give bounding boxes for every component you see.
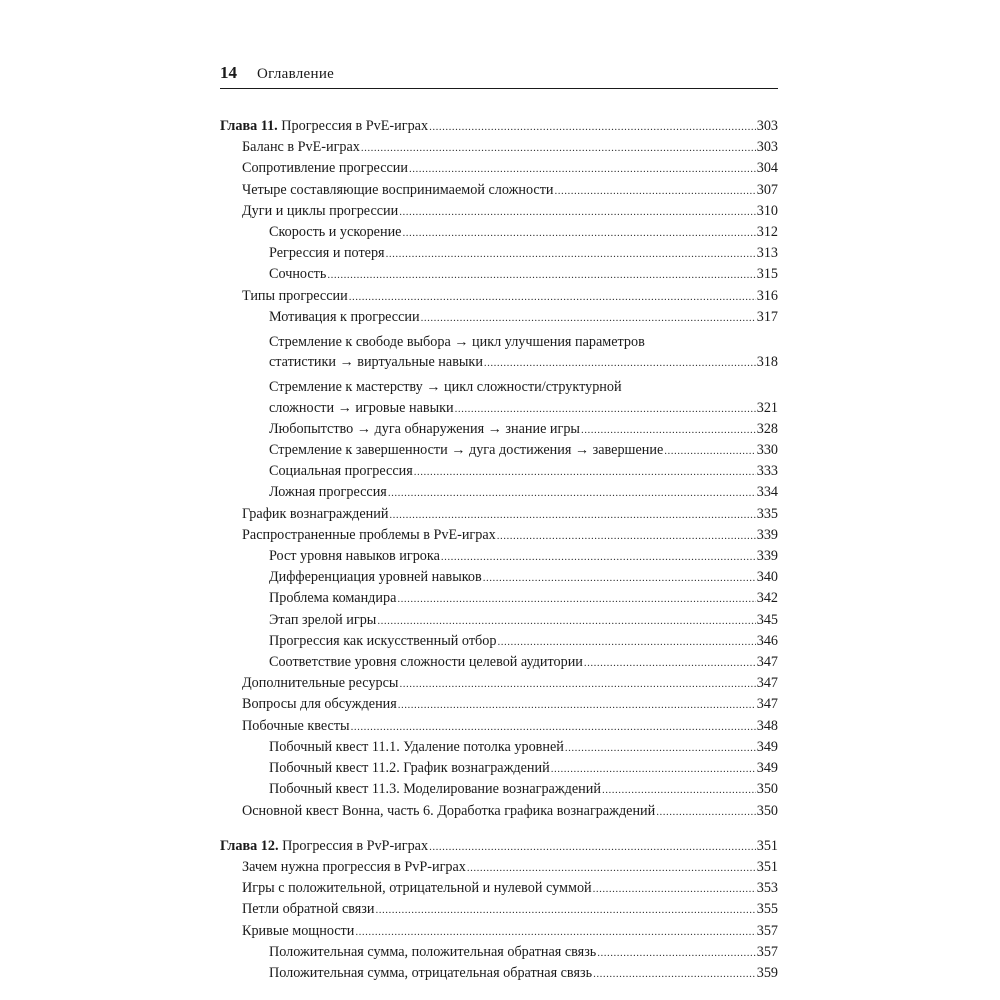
- toc-page-number: 315: [756, 266, 778, 283]
- toc-entry[interactable]: [220, 504, 778, 525]
- toc-page-number: 318: [756, 354, 778, 371]
- toc-entry-title: Этап зрелой игры: [269, 611, 377, 628]
- toc-entry-title: Распространенные проблемы в PvE-играх: [242, 526, 496, 543]
- header-rule: [220, 88, 778, 89]
- dot-leader: [388, 483, 756, 503]
- toc-chapter-title: [220, 116, 428, 136]
- toc-entry-title: Игры с положительной, отрицательной и нулевой суммой: [242, 880, 592, 897]
- toc-entry-title: Любопытство → дуга обнаружения → знание игры: [269, 420, 580, 437]
- toc-entry[interactable]: [220, 652, 778, 673]
- toc-entry-title: Положительная сумма, положительная обратная связь: [269, 943, 597, 960]
- toc-page-number: 335: [756, 505, 778, 522]
- running-head: [220, 63, 778, 87]
- toc-entry[interactable]: [220, 857, 778, 878]
- toc-page-number: 310: [756, 202, 778, 219]
- toc-entry[interactable]: [220, 737, 778, 758]
- toc-entry-title: Рост уровня навыков игрока: [269, 548, 440, 565]
- toc-entry-title: Кривые мощности: [242, 922, 355, 939]
- book-page: [220, 0, 778, 1000]
- toc-chapter: [220, 836, 778, 984]
- toc-page-number: 316: [756, 287, 778, 304]
- toc-chapter-heading[interactable]: [220, 836, 778, 857]
- toc-entry[interactable]: [220, 419, 778, 440]
- dot-leader: [355, 922, 755, 942]
- toc-page-number: 350: [756, 781, 778, 798]
- toc-entry[interactable]: [220, 631, 778, 652]
- toc-page-number: 351: [756, 837, 778, 854]
- toc-page-number: 328: [756, 420, 778, 437]
- toc-entry[interactable]: [220, 264, 778, 285]
- toc-entry-title: Сочность: [269, 266, 327, 283]
- dot-leader: [377, 611, 755, 631]
- dot-leader: [593, 879, 756, 899]
- toc-entry[interactable]: [220, 158, 778, 179]
- dot-leader: [455, 399, 756, 419]
- dot-leader: [602, 780, 756, 800]
- toc-entry-title: Основной квест Вонна, часть 6. Доработка графика вознаграждений: [242, 802, 656, 819]
- toc-entry[interactable]: [220, 201, 778, 222]
- section-title: Оглавление: [257, 66, 335, 82]
- toc-entry[interactable]: [220, 377, 778, 418]
- toc-entry-title: Зачем нужна прогрессия в PvP-играх: [242, 858, 466, 875]
- toc-page-number: 342: [756, 590, 778, 607]
- toc-entry-first-line: Стремление к свободе выбора → цикл улучшения параметров: [269, 334, 645, 351]
- toc-entry-first-line: Стремление к мастерству → цикл сложности/структурной: [269, 379, 622, 396]
- toc-entry-title: Дуги и циклы прогрессии: [242, 202, 399, 219]
- toc-entry-title: сложности → игровые навыки: [269, 399, 454, 416]
- toc-page-number: 317: [756, 308, 778, 325]
- toc-entry[interactable]: [220, 921, 778, 942]
- toc-entry-title: Скорость и ускорение: [269, 224, 402, 241]
- toc-entry[interactable]: [220, 440, 778, 461]
- toc-entry-title: Побочные квесты: [242, 717, 350, 734]
- toc-page-number: 303: [756, 139, 778, 156]
- dot-leader: [593, 964, 756, 984]
- toc-entry-title: Вопросы для обсуждения: [242, 696, 397, 713]
- dot-leader: [409, 159, 756, 179]
- toc-page-number: 339: [756, 526, 778, 543]
- dot-leader: [565, 738, 756, 758]
- toc-page-number: 357: [756, 943, 778, 960]
- dot-leader: [414, 462, 756, 482]
- toc-entry-title: Дополнительные ресурсы: [242, 675, 399, 692]
- toc-chapter: [220, 116, 778, 822]
- toc-page-number: 334: [756, 484, 778, 501]
- dot-leader: [484, 353, 756, 373]
- toc-entry-title: Сопротивление прогрессии: [242, 160, 408, 177]
- chapter-label: Глава 11.: [220, 118, 278, 134]
- dot-leader: [581, 420, 756, 440]
- dot-leader: [398, 695, 756, 715]
- toc-page-number: 355: [756, 901, 778, 918]
- toc-entry[interactable]: [220, 137, 778, 158]
- toc-entry-title: График вознаграждений: [242, 505, 389, 522]
- toc-page-number: 339: [756, 548, 778, 565]
- dot-leader: [497, 526, 756, 546]
- toc-page-number: 351: [756, 858, 778, 875]
- chapter-label: Глава 12.: [220, 837, 279, 854]
- toc-page-number: 312: [756, 224, 778, 241]
- toc-entry[interactable]: [220, 610, 778, 631]
- toc-entry-title: Петли обратной связи: [242, 901, 375, 918]
- toc-entry-title: Прогрессия как искусственный отбор: [269, 632, 497, 649]
- toc-entry-title: Побочный квест 11.3. Моделирование вознаграждений: [269, 781, 601, 798]
- toc-entry[interactable]: [220, 286, 778, 307]
- toc-entry[interactable]: [220, 694, 778, 715]
- dot-leader: [397, 589, 755, 609]
- toc-page-number: 348: [756, 717, 778, 734]
- toc-page-number: 350: [756, 802, 778, 819]
- toc-chapter-title: [220, 836, 428, 856]
- toc-page-number: 357: [756, 922, 778, 939]
- toc-entry-title: Дифференциация уровней навыков: [269, 569, 482, 586]
- toc-entry[interactable]: [220, 758, 778, 779]
- dot-leader: [467, 858, 756, 878]
- toc-entry-title: Типы прогрессии: [242, 287, 348, 304]
- toc-entry[interactable]: [220, 525, 778, 546]
- toc-page-number: 346: [756, 632, 778, 649]
- toc-entry[interactable]: [220, 801, 778, 822]
- dot-leader: [497, 632, 755, 652]
- toc-entry[interactable]: [220, 673, 778, 694]
- toc-entry-title: статистики → виртуальные навыки: [269, 354, 483, 371]
- toc-page-number: 353: [756, 880, 778, 897]
- dot-leader: [429, 117, 756, 137]
- chapter-title-text: Прогрессия в PvE-играх: [281, 118, 429, 134]
- toc-page-number: 347: [756, 696, 778, 713]
- dot-leader: [421, 308, 756, 328]
- toc-entry-title: Баланс в PvE-играх: [242, 139, 360, 156]
- toc-entry[interactable]: [220, 567, 778, 588]
- dot-leader: [399, 674, 755, 694]
- dot-leader: [389, 505, 755, 525]
- toc-entry[interactable]: [220, 461, 778, 482]
- toc-entry[interactable]: [220, 222, 778, 243]
- toc-page-number: 359: [756, 964, 778, 981]
- toc-page-number: 333: [756, 463, 778, 480]
- dot-leader: [349, 287, 756, 307]
- dot-leader: [402, 223, 755, 243]
- toc-page-number: 345: [756, 611, 778, 628]
- toc-page-number: 321: [756, 399, 778, 416]
- dot-leader: [399, 202, 755, 222]
- toc-page-number: 347: [756, 654, 778, 671]
- dot-leader: [386, 244, 756, 264]
- toc-entry[interactable]: [220, 482, 778, 503]
- toc-entry[interactable]: [220, 779, 778, 800]
- toc-entry[interactable]: [220, 307, 778, 328]
- dot-leader: [441, 547, 756, 567]
- dot-leader: [597, 943, 755, 963]
- dot-leader: [429, 837, 756, 857]
- toc-entry[interactable]: [220, 546, 778, 567]
- dot-leader: [664, 441, 755, 461]
- toc-page-number: 307: [756, 181, 778, 198]
- toc-page-number: 340: [756, 569, 778, 586]
- toc-entry-title: Социальная прогрессия: [269, 463, 413, 480]
- toc-entry-title: Проблема командира: [269, 590, 397, 607]
- toc-entry-title: Побочный квест 11.2. График вознаграждений: [269, 760, 550, 777]
- toc-chapter-heading[interactable]: [220, 116, 778, 137]
- dot-leader: [551, 759, 756, 779]
- toc-entry-title: Мотивация к прогрессии: [269, 308, 420, 325]
- chapter-title-text: Прогрессия в PvP-играх: [282, 837, 429, 854]
- toc-entry[interactable]: [220, 963, 778, 984]
- toc-entry[interactable]: [220, 588, 778, 609]
- toc-entry[interactable]: [220, 180, 778, 201]
- toc-entry-title: Побочный квест 11.1. Удаление потолка уровней: [269, 738, 564, 755]
- toc-page-number: 349: [756, 760, 778, 777]
- toc-entry[interactable]: [220, 716, 778, 737]
- toc-entry-title: Регрессия и потеря: [269, 245, 385, 262]
- table-of-contents: [220, 116, 778, 998]
- toc-entry[interactable]: [220, 332, 778, 373]
- toc-page-number: 313: [756, 245, 778, 262]
- toc-entry-title: Четыре составляющие воспринимаемой сложности: [242, 181, 554, 198]
- toc-entry[interactable]: [220, 243, 778, 264]
- page-number: 14: [220, 63, 237, 82]
- toc-page-number: 304: [756, 160, 778, 177]
- dot-leader: [351, 717, 756, 737]
- toc-entry[interactable]: [220, 942, 778, 963]
- dot-leader: [361, 138, 756, 158]
- toc-entry-title: Стремление к завершенности → дуга достижения → завершение: [269, 442, 664, 459]
- toc-entry[interactable]: [220, 878, 778, 899]
- dot-leader: [555, 181, 756, 201]
- toc-entry[interactable]: [220, 899, 778, 920]
- toc-entry-title: Соответствие уровня сложности целевой аудитории: [269, 654, 583, 671]
- toc-entry-title: Положительная сумма, отрицательная обратная связь: [269, 964, 593, 981]
- dot-leader: [483, 568, 756, 588]
- dot-leader: [584, 653, 756, 673]
- toc-page-number: 330: [756, 442, 778, 459]
- toc-page-number: 349: [756, 738, 778, 755]
- dot-leader: [327, 265, 755, 285]
- toc-page-number: 303: [756, 118, 778, 134]
- dot-leader: [656, 802, 755, 822]
- toc-entry-title: Ложная прогрессия: [269, 484, 387, 501]
- toc-page-number: 347: [756, 675, 778, 692]
- dot-leader: [376, 900, 756, 920]
